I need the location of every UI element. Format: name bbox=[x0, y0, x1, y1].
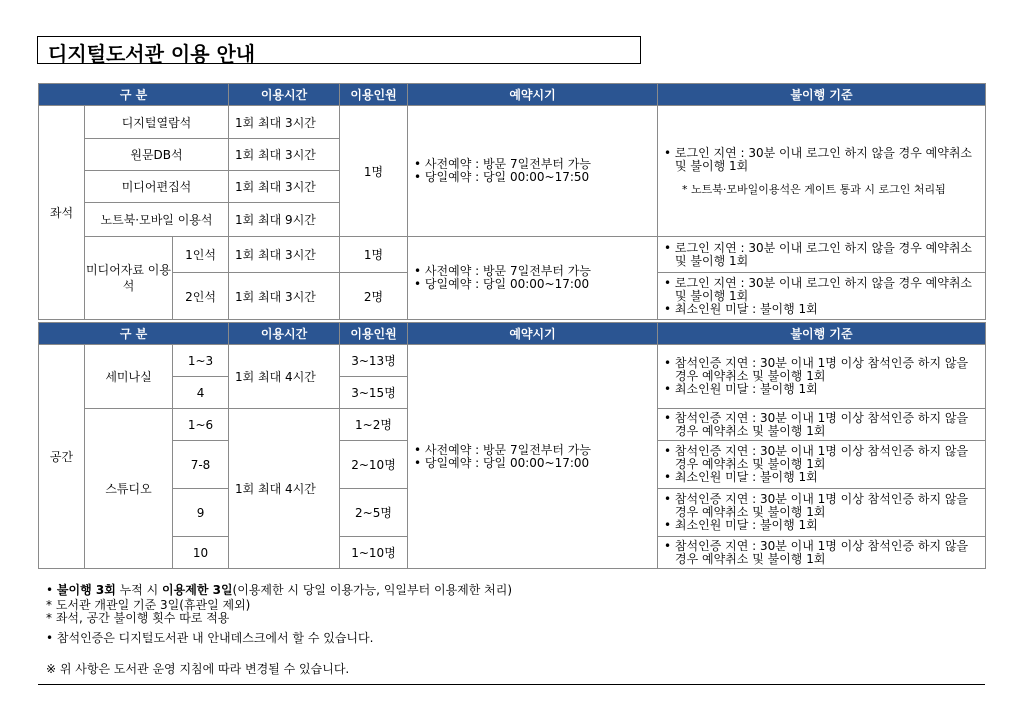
studio-sub: 7-8 bbox=[173, 441, 229, 489]
header-noshow: 불이행 기준 bbox=[658, 84, 986, 106]
space-reservation bbox=[408, 345, 658, 569]
seat-noshow bbox=[658, 106, 986, 237]
seminar-time: 1회 최대 4시간 bbox=[229, 345, 340, 409]
list-item: • 참석인증 지연 : 30분 이내 1명 이상 참석인증 하지 않을 경우 예약취소 및 불이행 1회 bbox=[664, 538, 969, 566]
header-reservation: 예약시기 bbox=[408, 323, 658, 345]
title-box bbox=[37, 36, 641, 64]
footer-note-1: • 불이행 3회 누적 시 이용제한 3일(이용제한 시 당일 이용가능, 익일부터 이용제한 처리) bbox=[46, 583, 513, 597]
seat-noshow-note: * 노트북·모바일이용석은 게이트 통과 시 로그인 처리됨 bbox=[682, 182, 946, 196]
page-title: 디지털도서관 이용 안내 bbox=[48, 42, 256, 66]
media-noshow bbox=[658, 237, 986, 273]
studio-noshow bbox=[658, 409, 986, 441]
media-name: 미디어자료 이용석 bbox=[85, 237, 173, 320]
studio-people: 1~2명 bbox=[340, 409, 408, 441]
seminar-sub: 1~3 bbox=[173, 345, 229, 377]
studio-people: 1~10명 bbox=[340, 537, 408, 569]
list-item: • 사전예약 : 방문 7일전부터 가능 bbox=[414, 442, 591, 457]
list-item: • 당일예약 : 당일 00:00~17:50 bbox=[414, 170, 590, 184]
media-noshow bbox=[658, 273, 986, 320]
media-reservation bbox=[408, 237, 658, 320]
seat-header-row bbox=[39, 84, 986, 106]
seminar-people: 3~15명 bbox=[340, 377, 408, 409]
header-people: 이용인원 bbox=[340, 323, 408, 345]
list-item: • 사전예약 : 방문 7일전부터 가능 bbox=[414, 264, 591, 278]
footer-note-3: ※ 위 사항은 도서관 운영 지침에 따라 변경될 수 있습니다. bbox=[46, 662, 350, 676]
header-time: 이용시간 bbox=[229, 84, 340, 106]
seat-people: 1명 bbox=[340, 106, 408, 237]
list-item: • 참석인증 지연 : 30분 이내 1명 이상 참석인증 하지 않을 경우 예약취소 및 불이행 1회 bbox=[664, 356, 969, 383]
footer-sub-note-2: * 좌석, 공간 불이행 횟수 따로 적용 bbox=[46, 611, 230, 625]
seat-reservation bbox=[408, 106, 658, 237]
studio-people: 2~10명 bbox=[340, 441, 408, 489]
studio-name: 스튜디오 bbox=[85, 409, 173, 569]
space-table bbox=[38, 322, 986, 569]
media-sub: 2인석 bbox=[173, 273, 229, 320]
header-category: 구 분 bbox=[39, 84, 229, 106]
group-label-seats: 좌석 bbox=[39, 106, 85, 320]
list-item: • 당일예약 : 당일 00:00~17:00 bbox=[414, 277, 590, 291]
header-reservation: 예약시기 bbox=[408, 84, 658, 106]
studio-noshow bbox=[658, 537, 986, 569]
seat-time: 1회 최대 9시간 bbox=[229, 203, 340, 237]
table-row bbox=[39, 345, 986, 377]
seat-name: 노트북·모바일 이용석 bbox=[85, 203, 229, 237]
seat-name: 미디어편집석 bbox=[85, 171, 229, 203]
media-sub: 1인석 bbox=[173, 237, 229, 273]
header-noshow: 불이행 기준 bbox=[658, 323, 986, 345]
seat-table bbox=[38, 83, 986, 320]
studio-noshow bbox=[658, 441, 986, 489]
list-item: • 참석인증 지연 : 30분 이내 1명 이상 참석인증 하지 않을 경우 예약취소 및 불이행 1회 bbox=[664, 410, 969, 438]
header-people: 이용인원 bbox=[340, 84, 408, 106]
table-row bbox=[39, 106, 986, 139]
table-row bbox=[39, 237, 986, 273]
media-people: 2명 bbox=[340, 273, 408, 320]
footer-sub-note-1: * 도서관 개관일 기준 3일(휴관일 제외) bbox=[46, 598, 251, 612]
list-item: • 로그인 지연 : 30분 이내 로그인 하지 않을 경우 예약취소 및 불이행 1회 bbox=[664, 145, 972, 173]
seminar-name: 세미나실 bbox=[85, 345, 173, 409]
space-header-row bbox=[39, 323, 986, 345]
list-item: • 사전예약 : 방문 7일전부터 가능 bbox=[414, 157, 591, 171]
bottom-rule bbox=[38, 684, 985, 685]
list-item: • 참석인증 지연 : 30분 이내 1명 이상 참석인증 하지 않을 경우 예약취소 및 불이행 1회 bbox=[664, 444, 969, 471]
studio-noshow bbox=[658, 489, 986, 537]
media-time: 1회 최대 3시간 bbox=[229, 273, 340, 320]
seminar-people: 3~13명 bbox=[340, 345, 408, 377]
footer-note-2: • 참석인증은 디지털도서관 내 안내데스크에서 할 수 있습니다. bbox=[46, 631, 374, 645]
studio-sub: 1~6 bbox=[173, 409, 229, 441]
seminar-sub: 4 bbox=[173, 377, 229, 409]
list-item: • 로그인 지연 : 30분 이내 로그인 하지 않을 경우 예약취소 및 불이행 1회 bbox=[664, 240, 972, 268]
list-item: • 최소인원 미달 : 불이행 1회 bbox=[664, 301, 818, 316]
studio-sub: 10 bbox=[173, 537, 229, 569]
header-category: 구 분 bbox=[39, 323, 229, 345]
studio-people: 2~5명 bbox=[340, 489, 408, 537]
studio-sub: 9 bbox=[173, 489, 229, 537]
list-item: • 최소인원 미달 : 불이행 1회 bbox=[664, 470, 818, 484]
list-item: • 참석인증 지연 : 30분 이내 1명 이상 참석인증 하지 않을 경우 예약취소 및 불이행 1회 bbox=[664, 492, 969, 519]
seminar-noshow bbox=[658, 345, 986, 409]
seat-name: 디지털열람석 bbox=[85, 106, 229, 139]
list-item: • 최소인원 미달 : 불이행 1회 bbox=[664, 382, 818, 396]
seat-time: 1회 최대 3시간 bbox=[229, 106, 340, 139]
studio-time: 1회 최대 4시간 bbox=[229, 409, 340, 569]
list-item: • 당일예약 : 당일 00:00~17:00 bbox=[414, 455, 590, 470]
list-item: • 로그인 지연 : 30분 이내 로그인 하지 않을 경우 예약취소 및 불이행 1회 bbox=[664, 275, 972, 303]
header-time: 이용시간 bbox=[229, 323, 340, 345]
list-item: • 최소인원 미달 : 불이행 1회 bbox=[664, 518, 818, 532]
seat-time: 1회 최대 3시간 bbox=[229, 139, 340, 171]
seat-name: 원문DB석 bbox=[85, 139, 229, 171]
group-label-spaces: 공간 bbox=[39, 345, 85, 569]
seat-time: 1회 최대 3시간 bbox=[229, 171, 340, 203]
media-people: 1명 bbox=[340, 237, 408, 273]
media-time: 1회 최대 3시간 bbox=[229, 237, 340, 273]
